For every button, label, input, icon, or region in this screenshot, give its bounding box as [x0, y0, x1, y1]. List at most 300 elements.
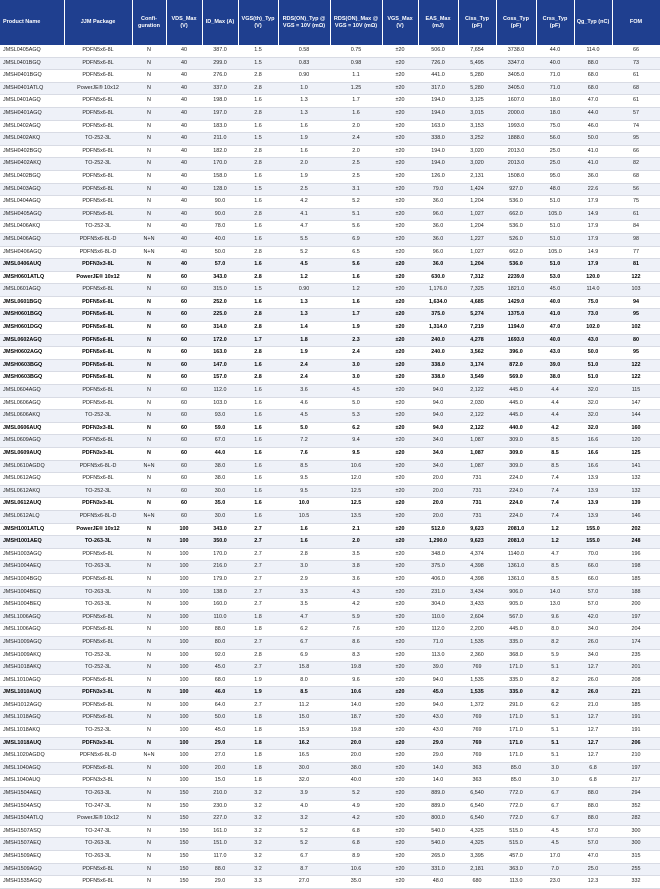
table-row	[0, 208, 660, 221]
table-cell: 25.0	[574, 863, 612, 876]
table-cell: 45.0	[202, 725, 238, 738]
table-cell: PDFN5x6-8L	[64, 208, 132, 221]
table-cell: 34.0	[574, 649, 612, 662]
table-cell: 1.25	[330, 82, 382, 95]
table-cell: 1,087	[458, 460, 496, 473]
table-cell: TO-263-3L	[64, 838, 132, 851]
table-cell: 60	[166, 271, 202, 284]
product-name-cell: JMSL0606AGQ	[0, 397, 64, 410]
product-name-cell: JMSL0601AGQ	[0, 284, 64, 297]
table-cell: 1.9	[278, 347, 330, 360]
table-row	[0, 120, 660, 133]
table-cell: 34.0	[574, 624, 612, 637]
table-cell: 2.0	[278, 158, 330, 171]
table-cell: 20.0	[418, 510, 458, 523]
table-cell: TO-263-3L	[64, 599, 132, 612]
table-cell: 6.8	[330, 825, 382, 838]
table-cell: PDFN5x6-8L	[64, 322, 132, 335]
table-cell: 2.8	[238, 271, 278, 284]
table-cell: 43.0	[418, 712, 458, 725]
table-cell: 43.0	[574, 334, 612, 347]
table-cell: PDFN5x6-8L	[64, 372, 132, 385]
table-cell: 0.83	[278, 57, 330, 70]
table-cell: 20.0	[330, 750, 382, 763]
table-cell: 40	[166, 57, 202, 70]
table-cell: 224.0	[496, 510, 536, 523]
table-cell: 29.0	[202, 876, 238, 889]
table-cell: ±20	[382, 561, 418, 574]
table-row	[0, 70, 660, 83]
table-cell: ±20	[382, 284, 418, 297]
table-cell: PowerJE® 10x12	[64, 271, 132, 284]
table-cell: 197.0	[202, 107, 238, 120]
table-cell: ±20	[382, 825, 418, 838]
table-cell: N	[132, 485, 166, 498]
table-cell: 5,274	[458, 309, 496, 322]
table-cell: 19.8	[330, 662, 382, 675]
table-cell: 48.0	[418, 876, 458, 889]
table-cell: ±20	[382, 334, 418, 347]
table-cell: 43.0	[536, 347, 574, 360]
table-cell: TO-252-3L	[64, 662, 132, 675]
table-cell: 38.0	[202, 473, 238, 486]
table-cell: 9,623	[458, 523, 496, 536]
table-cell: 1.6	[330, 107, 382, 120]
table-cell: 6.7	[278, 636, 330, 649]
table-cell: 3347.0	[496, 57, 536, 70]
table-cell: 198.0	[202, 95, 238, 108]
table-cell: 3,395	[458, 851, 496, 864]
product-name-cell: JMSH1507ASQ	[0, 825, 64, 838]
table-cell: 39.0	[536, 359, 574, 372]
table-cell: 224.0	[496, 473, 536, 486]
table-cell: 6.7	[536, 788, 574, 801]
table-cell: N	[132, 876, 166, 889]
table-cell: 224.0	[496, 485, 536, 498]
table-cell: 1.6	[238, 485, 278, 498]
product-name-cell: JMSL1018AKQ	[0, 725, 64, 738]
table-cell: 34.0	[418, 435, 458, 448]
table-cell: 731	[458, 498, 496, 511]
table-cell: 1.6	[238, 385, 278, 398]
table-cell: 18.0	[536, 107, 574, 120]
table-cell: 191	[612, 712, 660, 725]
table-cell: ±20	[382, 120, 418, 133]
table-cell: ±20	[382, 133, 418, 146]
table-cell: ±20	[382, 435, 418, 448]
table-row	[0, 448, 660, 461]
table-cell: 0.90	[278, 70, 330, 83]
table-row	[0, 95, 660, 108]
table-cell: 57	[612, 107, 660, 120]
table-cell: 171.0	[496, 712, 536, 725]
table-cell: 3,434	[458, 586, 496, 599]
table-cell: 60	[166, 359, 202, 372]
table-cell: 4.6	[278, 397, 330, 410]
table-row	[0, 259, 660, 272]
table-cell: 1.3	[278, 107, 330, 120]
table-cell: 4,685	[458, 296, 496, 309]
table-cell: 2,181	[458, 863, 496, 876]
table-cell: 1.6	[238, 221, 278, 234]
table-cell: 8.3	[330, 649, 382, 662]
table-cell: 1.8	[238, 712, 278, 725]
table-cell: 5.9	[536, 649, 574, 662]
table-cell: ±20	[382, 548, 418, 561]
table-cell: 1,027	[458, 246, 496, 259]
table-cell: PDFN5x6-8L	[64, 611, 132, 624]
table-cell: 216.0	[202, 561, 238, 574]
table-cell: PDFN5x6-8L	[64, 385, 132, 398]
table-cell: 88.0	[202, 624, 238, 637]
table-cell: 3.2	[278, 813, 330, 826]
product-name-cell: JMSH0405AGQ	[0, 208, 64, 221]
table-cell: 5.1	[536, 662, 574, 675]
table-cell: 56	[612, 183, 660, 196]
header-row	[0, 0, 660, 45]
table-cell: PDFN5x6-8L	[64, 95, 132, 108]
table-cell: 3,153	[458, 120, 496, 133]
table-cell: N	[132, 57, 166, 70]
table-cell: 88.0	[574, 57, 612, 70]
table-cell: 1,424	[458, 183, 496, 196]
table-cell: 1.6	[238, 120, 278, 133]
table-cell: 100	[166, 762, 202, 775]
table-cell: 94.0	[418, 410, 458, 423]
table-cell: 150	[166, 863, 202, 876]
table-cell: 1.9	[278, 170, 330, 183]
table-cell: PowerJE® 10x12	[64, 523, 132, 536]
table-cell: 77	[612, 246, 660, 259]
table-cell: 194.0	[418, 107, 458, 120]
table-cell: 29.0	[418, 750, 458, 763]
table-row	[0, 788, 660, 801]
table-cell: 731	[458, 510, 496, 523]
table-cell: 59.0	[202, 422, 238, 435]
table-cell: 338.0	[418, 359, 458, 372]
table-cell: 26.0	[574, 636, 612, 649]
table-cell: 12.7	[574, 725, 612, 738]
table-cell: PowerJE® 10x12	[64, 82, 132, 95]
table-cell: 51.0	[536, 196, 574, 209]
table-cell: ±20	[382, 586, 418, 599]
table-row	[0, 372, 660, 385]
table-cell: TO-252-3L	[64, 725, 132, 738]
table-cell: 309.0	[496, 448, 536, 461]
table-cell: 10.5	[278, 510, 330, 523]
table-cell: 50.0	[202, 712, 238, 725]
table-cell: 2.7	[238, 586, 278, 599]
product-name-cell: JMSH1018AKQ	[0, 662, 64, 675]
table-cell: 1.6	[238, 170, 278, 183]
product-name-cell: JMSH1504AEQ	[0, 788, 64, 801]
table-cell: 43.0	[418, 725, 458, 738]
table-cell: 2.8	[238, 372, 278, 385]
table-cell: 5.1	[536, 712, 574, 725]
table-cell: 7.6	[278, 448, 330, 461]
table-cell: 3,174	[458, 359, 496, 372]
table-cell: 445.0	[496, 397, 536, 410]
product-name-cell: JMSH0401BGQ	[0, 70, 64, 83]
table-cell: 29.0	[202, 737, 238, 750]
table-cell: N+N	[132, 460, 166, 473]
table-cell: 375.0	[418, 309, 458, 322]
table-cell: 1.6	[238, 473, 278, 486]
table-cell: 6.2	[278, 624, 330, 637]
table-cell: 3,015	[458, 107, 496, 120]
table-cell: 5.2	[330, 196, 382, 209]
table-cell: 18.7	[330, 712, 382, 725]
table-cell: 147	[612, 397, 660, 410]
table-cell: 772.0	[496, 813, 536, 826]
table-cell: 20.0	[202, 762, 238, 775]
table-cell: TO-252-3L	[64, 133, 132, 146]
table-cell: 141	[612, 460, 660, 473]
table-cell: 221	[612, 687, 660, 700]
table-cell: 304.0	[418, 599, 458, 612]
table-cell: 1.6	[238, 259, 278, 272]
table-row	[0, 674, 660, 687]
table-cell: 225.0	[202, 309, 238, 322]
table-cell: ±20	[382, 448, 418, 461]
table-cell: 3.0	[278, 561, 330, 574]
table-row	[0, 775, 660, 788]
product-name-cell: JMSL0405AGQ	[0, 45, 64, 57]
table-cell: 8.5	[536, 435, 574, 448]
table-cell: 2.7	[238, 523, 278, 536]
table-cell: 4.5	[278, 259, 330, 272]
table-cell: PDFN3x3-8L	[64, 422, 132, 435]
table-cell: 7,312	[458, 271, 496, 284]
table-cell: 2.8	[238, 70, 278, 83]
product-name-cell: JMSH0401ATLQ	[0, 82, 64, 95]
table-cell: 100	[166, 775, 202, 788]
table-cell: 6.8	[330, 838, 382, 851]
table-cell: ±20	[382, 636, 418, 649]
table-cell: 1.5	[238, 133, 278, 146]
table-cell: 3.5	[330, 548, 382, 561]
table-cell: 8.2	[536, 687, 574, 700]
table-row	[0, 322, 660, 335]
table-cell: 8.0	[536, 624, 574, 637]
table-row	[0, 233, 660, 246]
product-name-cell: JMSH1009AGQ	[0, 636, 64, 649]
table-cell: ±20	[382, 95, 418, 108]
product-name-cell: JMSH1509AGQ	[0, 863, 64, 876]
table-cell: 5.3	[330, 410, 382, 423]
table-cell: 125	[612, 448, 660, 461]
table-cell: 60	[166, 485, 202, 498]
table-cell: 335.0	[496, 687, 536, 700]
table-cell: ±20	[382, 674, 418, 687]
table-cell: 445.0	[496, 410, 536, 423]
table-cell: 113.0	[496, 876, 536, 889]
table-cell: 60	[166, 448, 202, 461]
table-cell: 1.4	[278, 322, 330, 335]
table-cell: 927.0	[496, 183, 536, 196]
table-cell: 100	[166, 548, 202, 561]
table-cell: 3.0	[536, 762, 574, 775]
table-row	[0, 284, 660, 297]
table-cell: 68	[612, 82, 660, 95]
table-cell: 2.9	[278, 573, 330, 586]
table-cell: 5.6	[330, 259, 382, 272]
table-cell: 2239.0	[496, 271, 536, 284]
table-cell: 540.0	[418, 838, 458, 851]
table-cell: 17.9	[574, 233, 612, 246]
table-cell: PDFN5x6-8L	[64, 183, 132, 196]
table-cell: 13.9	[574, 498, 612, 511]
table-cell: 9.5	[278, 473, 330, 486]
table-cell: 120	[612, 435, 660, 448]
table-cell: 309.0	[496, 460, 536, 473]
table-cell: 132	[612, 485, 660, 498]
table-cell: 27.0	[278, 876, 330, 889]
table-cell: N	[132, 133, 166, 146]
product-name-cell: JMSH1001AEQ	[0, 536, 64, 549]
table-row	[0, 762, 660, 775]
table-cell: 5,280	[458, 82, 496, 95]
product-name-cell: JMSH0603BGQ	[0, 372, 64, 385]
table-cell: 100	[166, 712, 202, 725]
product-name-cell: JMSH0601DGQ	[0, 322, 64, 335]
table-cell: 32.0	[574, 422, 612, 435]
table-cell: 9.6	[330, 674, 382, 687]
table-cell: 95	[612, 133, 660, 146]
table-row	[0, 460, 660, 473]
table-cell: 40	[166, 107, 202, 120]
table-cell: 112.0	[418, 624, 458, 637]
table-cell: 200	[612, 599, 660, 612]
table-cell: 0.75	[330, 45, 382, 57]
table-cell: N	[132, 95, 166, 108]
table-cell: 96.0	[418, 208, 458, 221]
column-header: Confi-guration	[132, 0, 166, 45]
table-row	[0, 82, 660, 95]
table-cell: 45.0	[418, 687, 458, 700]
table-cell: 338.0	[418, 133, 458, 146]
table-cell: 2.4	[330, 133, 382, 146]
table-cell: 4.5	[536, 838, 574, 851]
table-cell: 299.0	[202, 57, 238, 70]
column-header: Ciss_Typ (pF)	[458, 0, 496, 45]
table-cell: 174	[612, 636, 660, 649]
table-cell: 44.0	[536, 45, 574, 57]
table-cell: 2.0	[330, 120, 382, 133]
table-cell: 46.0	[574, 120, 612, 133]
table-cell: 3,549	[458, 372, 496, 385]
product-name-cell: JMSL0404AGQ	[0, 196, 64, 209]
table-cell: 772.0	[496, 788, 536, 801]
table-cell: N	[132, 775, 166, 788]
table-cell: ±20	[382, 460, 418, 473]
table-cell: 1.6	[238, 498, 278, 511]
table-cell: PDFN5x6-8L-D	[64, 510, 132, 523]
table-cell: ±20	[382, 725, 418, 738]
table-cell: 60	[166, 334, 202, 347]
table-cell: TO-252-3L	[64, 485, 132, 498]
table-cell: 88.0	[574, 813, 612, 826]
table-cell: 1.9	[278, 133, 330, 146]
table-cell: PDFN5x6-8L	[64, 699, 132, 712]
table-cell: N	[132, 699, 166, 712]
table-cell: N	[132, 170, 166, 183]
table-cell: 368.0	[496, 649, 536, 662]
table-cell: 2,122	[458, 422, 496, 435]
product-name-cell: JMSH1535AGQ	[0, 876, 64, 889]
table-cell: 387.0	[202, 45, 238, 57]
table-cell: 42.0	[574, 611, 612, 624]
table-cell: 1361.0	[496, 561, 536, 574]
table-row	[0, 359, 660, 372]
table-cell: N	[132, 548, 166, 561]
table-cell: 40.0	[330, 775, 382, 788]
table-cell: 8.5	[536, 573, 574, 586]
product-name-cell: JMSL1020AGDQ	[0, 750, 64, 763]
table-cell: 1.6	[278, 523, 330, 536]
table-cell: 10.6	[330, 460, 382, 473]
table-cell: 9.4	[330, 435, 382, 448]
table-cell: 4.4	[536, 385, 574, 398]
table-cell: PDFN3x3-8L	[64, 259, 132, 272]
table-cell: 6.2	[330, 422, 382, 435]
table-cell: ±20	[382, 649, 418, 662]
table-cell: ±20	[382, 422, 418, 435]
table-cell: 335.0	[496, 674, 536, 687]
table-cell: 3.8	[330, 561, 382, 574]
table-cell: 51.0	[536, 259, 574, 272]
table-cell: 3.2	[238, 788, 278, 801]
table-cell: 132	[612, 473, 660, 486]
table-cell: 1.6	[278, 145, 330, 158]
table-cell: PDFN5x6-8L	[64, 309, 132, 322]
table-cell: 100	[166, 624, 202, 637]
product-name-cell: JMSL0406AGQ	[0, 233, 64, 246]
table-cell: 352	[612, 800, 660, 813]
table-cell: 51.0	[574, 372, 612, 385]
table-cell: 1.3	[278, 309, 330, 322]
table-cell: 1,535	[458, 687, 496, 700]
product-name-cell: JMSH1003AGQ	[0, 548, 64, 561]
table-cell: N	[132, 788, 166, 801]
table-row	[0, 636, 660, 649]
table-cell: 12.5	[330, 498, 382, 511]
table-cell: 3.3	[278, 586, 330, 599]
table-row	[0, 158, 660, 171]
table-cell: 210.0	[202, 788, 238, 801]
table-cell: 47.0	[536, 322, 574, 335]
table-cell: TO-247-3L	[64, 800, 132, 813]
product-name-cell: JMSL0602AGQ	[0, 334, 64, 347]
table-cell: 38.0	[330, 762, 382, 775]
table-cell: 98	[612, 233, 660, 246]
table-cell: 47.0	[574, 851, 612, 864]
table-cell: 6.8	[574, 775, 612, 788]
column-header: VDS_Max (V)	[166, 0, 202, 45]
table-cell: 8.0	[278, 674, 330, 687]
table-cell: 3405.0	[496, 82, 536, 95]
table-cell: ±20	[382, 788, 418, 801]
table-cell: 100	[166, 586, 202, 599]
table-cell: ±20	[382, 158, 418, 171]
table-cell: 5.1	[536, 725, 574, 738]
table-cell: 4,325	[458, 838, 496, 851]
table-cell: 44.0	[202, 448, 238, 461]
table-cell: 1.1	[330, 70, 382, 83]
table-cell: 61	[612, 95, 660, 108]
table-cell: 2,360	[458, 649, 496, 662]
table-cell: 6.7	[536, 800, 574, 813]
